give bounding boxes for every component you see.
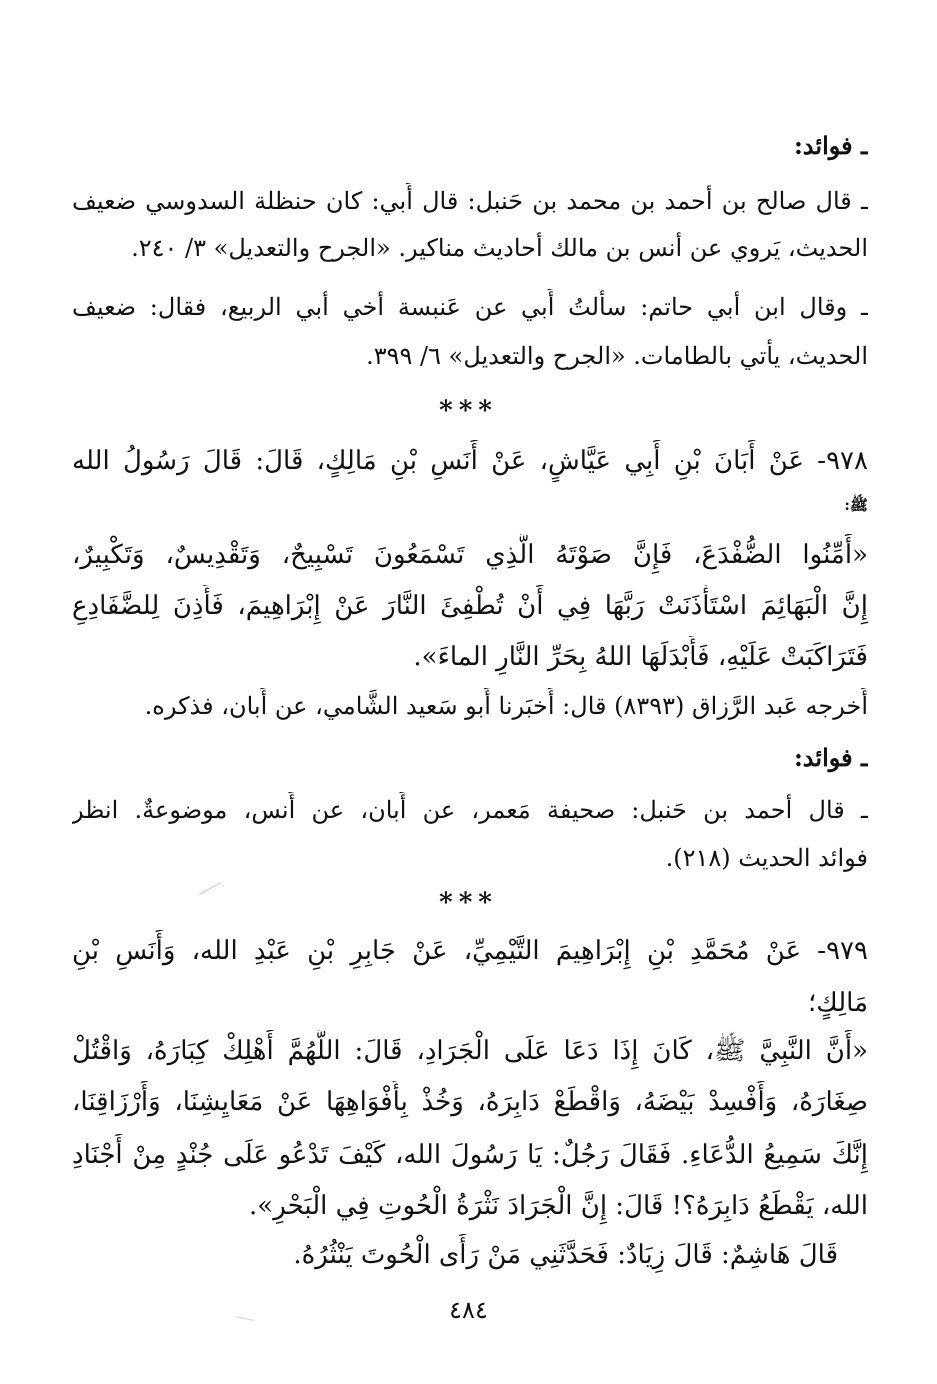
takhrij-line: أَخرجه عَبد الرَّزاق (٨٣٩٣) قال: أَخبَرنا أَبو سَعيد الشَّامي، عن أَبان، فذكره. (144, 692, 868, 720)
benefit-text-line: ـ قال أحمد بن حَنبل: صحيفة مَعمر، عن أَبان، عن أَنس، موضوعةٌ. انظر (72, 796, 868, 824)
benefit-text-line: فوائد الحديث (٢١٨). (665, 844, 868, 872)
section-separator: *** (439, 888, 498, 918)
hadith-matn-line: صِغَارَهُ، وَأَفْسِدْ بَيْضَهُ، وَاقْطَعْ دَابِرَهُ، وَخُذْ بِأَفْوَاهِهَا عَنْ مَعَايِشِنَا، وَأَرْزَاقِنَا، (72, 1087, 868, 1117)
salutation-glyph: ﷺ: (844, 496, 868, 514)
benefit-text-line: ـ قال صالح بن أحمد بن محمد بن حَنبل: قال أَبي: كان حنظلة السدوسي ضعيف (72, 187, 868, 215)
hadith-matn-line: إِنَّ الْبَهَائِمَ اسْتَأْذَنَتْ رَبَّهَا فِي أَنْ تُطْفِئَ النَّارَ عَنْ إِبْرَاهِيمَ، فَأَذِنَ لِلضَّفَادِعِ (72, 591, 868, 621)
benefit-text-line: ـ وقال ابن أبي حاتم: سأَلتُ أَبي عن عَنبسة أخي أبي الربيع، فقال: ضعيف (72, 293, 868, 321)
section-separator: *** (439, 396, 498, 426)
hadith-matn-line: فَتَرَاكَبَتْ عَلَيْهِ، فَأَبْدَلَهَا اللهُ بِحَرِّ النَّارِ الماءَ». (413, 642, 868, 672)
benefits-heading: ـ فوائد: (793, 131, 868, 160)
page-number: ٤٨٤ (449, 1296, 488, 1324)
benefit-text-line: الحديث، يَروي عن أنس بن مالك أحاديث مناكير. «الجرح والتعديل» ٣/ ٢٤٠. (131, 234, 868, 262)
narrator-comment-line: قَالَ هَاشِمٌ: قَالَ زِيَادٌ: فَحَدَّثَنِي مَنْ رَأَى الْحُوتَ يَنْثُرُهُ. (293, 1240, 838, 1270)
hadith-isnad-line: ٩٧٨- عَنْ أَبَانَ بْنِ أَبِي عَيَّاشٍ، عَنْ أَنَسِ بْنِ مَالِكٍ، قَالَ: قَالَ رَسُولُ الله (72, 446, 868, 476)
hadith-matn-line: إِنَّكَ سَمِيعُ الدُّعَاءِ. فَقَالَ رَجُلٌ: يَا رَسُولَ الله، كَيْفَ تَدْعُو عَلَى جُنْدٍ مِنْ أَجْنَادِ (72, 1140, 868, 1170)
hadith-matn-line: «أَنَّ النَّبِيَّ ﷺ، كَانَ إِذَا دَعَا عَلَى الْجَرَادِ، قَالَ: اللَّهُمَّ أَهْلِكْ كِبَارَهُ، وَاقْتُلْ (72, 1036, 868, 1066)
benefits-heading: ـ فوائد: (793, 743, 868, 772)
hadith-isnad-line: مَالِكٍ؛ (808, 988, 868, 1018)
hadith-matn-line: الله، يَقْطَعُ دَابِرَهُ؟! قَالَ: إِنَّ الْجَرَادَ نَثْرَةُ الْحُوتِ فِي الْبَحْرِ». (249, 1191, 868, 1221)
hadith-isnad-line: ٩٧٩- عَنْ مُحَمَّدِ بْنِ إِبْرَاهِيمَ التَّيْمِيِّ، عَنْ جَابِرِ بْنِ عَبْدِ الله، وَأَنَسِ بْنِ (72, 936, 868, 966)
benefit-text-line: الحديث، يأتي بالطامات. «الجرح والتعديل» ٦/ ٣٩٩. (366, 342, 868, 370)
hadith-matn-line: «أَمِّنُوا الضُّفْدَعَ، فَإِنَّ صَوْتَهُ الَّذِي تَسْمَعُونَ تَسْبِيحٌ، وَتَقْدِيسٌ، وَتَكْبِيرٌ، (72, 540, 868, 570)
